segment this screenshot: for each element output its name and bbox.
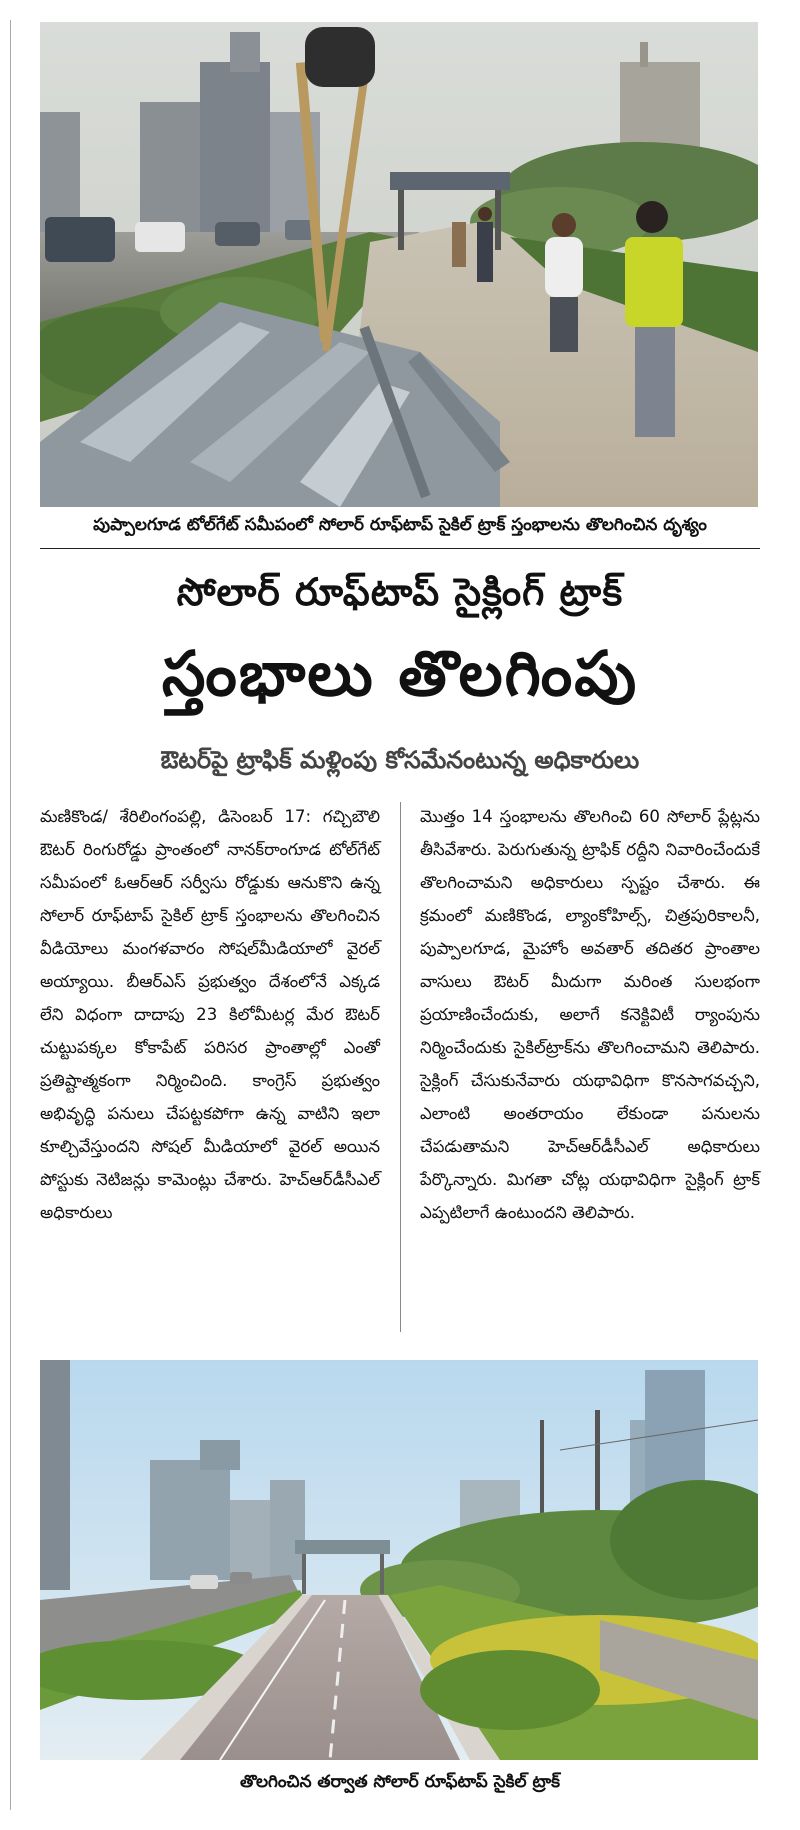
headline-line2: స్తంభాలు తొలగింపు xyxy=(161,637,639,710)
margin-rule xyxy=(10,20,11,1810)
headline-line1: సోలార్ రూఫ్‌టాప్ సైక్లింగ్ ట్రాక్ xyxy=(176,570,624,614)
caption-rule xyxy=(40,548,760,549)
column-divider xyxy=(400,802,401,1332)
bottom-photo xyxy=(40,1360,758,1760)
subheadline: ఔటర్‌పై ట్రాఫిక్ మళ్లింపు కోసమేనంటున్న అధికారులు xyxy=(160,746,640,774)
top-photo xyxy=(40,22,758,507)
article-column-right: మొత్తం 14 స్తంభాలను తొలగించి 60 సోలార్ ప్లేట్లను తీసివేశారు. పెరుగుతున్న ట్రాఫిక్ రద్దీని నివారించేందుకే తొలగించామని అధికారులు స్పష్టం చేశారు. ఈ క్రమంలో మణికొండ, ల్యాంకోహిల్స్, చిత్రపురికాలనీ, పుప్పాలగూడ, మైహోం అవతార్ తదితర ప్రాంతాల వాసులు ఔటర్ మీదుగా మరింత సులభంగా ప్రయాణించేందుకు, అలాగే కనెక్టివిటీ ర్యాంపును నిర్మించేందుకు సైకిల్‌ట్రాక్‌ను తొలగించామని తెలిపారు. సైక్లింగ్ చేసుకునేవారు యథావిధిగా కొనసాగవచ్చని, ఎలాంటి అంతరాయం లేకుండా పనులను చేపడుతామని హెచ్‌ఆర్‌డీసీఎల్ అధికారులు పేర్కొన్నారు. మిగతా చోట్ల యథావిధిగా సైక్లింగ్ ట్రాక్ ఎప్పటిలాగే ఉంటుందని తెలిపారు. xyxy=(420,807,760,1222)
top-photo-caption: పుప్పాలగూడ టోల్‌గేట్ సమీపంలో సోలార్ రూఫ్‌టాప్ సైకిల్ ట్రాక్ స్తంభాలను తొలగించిన దృశ్యం xyxy=(93,515,707,535)
article-column-left: మణికొండ/ శేరిలింగంపల్లి, డిసెంబర్ 17: గచ్చిబౌలి ఔటర్ రింగురోడ్డు ప్రాంతంలో నానక్‌రాంగూడ టోల్‌గేట్ సమీపంలో ఓఆర్‌ఆర్ సర్వీసు రోడ్డుకు ఆనుకొని ఉన్న సోలార్ రూఫ్‌టాప్ సైకిల్ ట్రాక్ స్తంభాలను తొలగించిన వీడియోలు మంగళవారం సోషల్‌మీడియాలో వైరల్ అయ్యాయి. బీఆర్‌ఎస్ ప్రభుత్వం దేశంలోనే ఎక్కడ లేని విధంగా దాదాపు 23 కిలోమీటర్ల మేర ఔటర్ చుట్టుపక్కల కోకాపేట్ పరిసర ప్రాంతాల్లో ఎంతో ప్రతిష్టాత్మకంగా నిర్మించింది. కాంగ్రెస్ ప్రభుత్వం అభివృద్ధి పనులు చేపట్టకపోగా ఉన్న వాటిని ఇలా కూల్చివేస్తుందని సోషల్ మీడియాలో వైరల్ అయిన పోస్టుకు నెటిజన్లు కామెంట్లు చేశారు. హెచ్‌ఆర్‌డీసీఎల్ అధికారులు xyxy=(40,807,380,1222)
bottom-photo-caption: తొలగించిన తర్వాత సోలార్ రూఫ్‌టాప్ సైకిల్ ట్రాక్ xyxy=(239,1772,561,1792)
